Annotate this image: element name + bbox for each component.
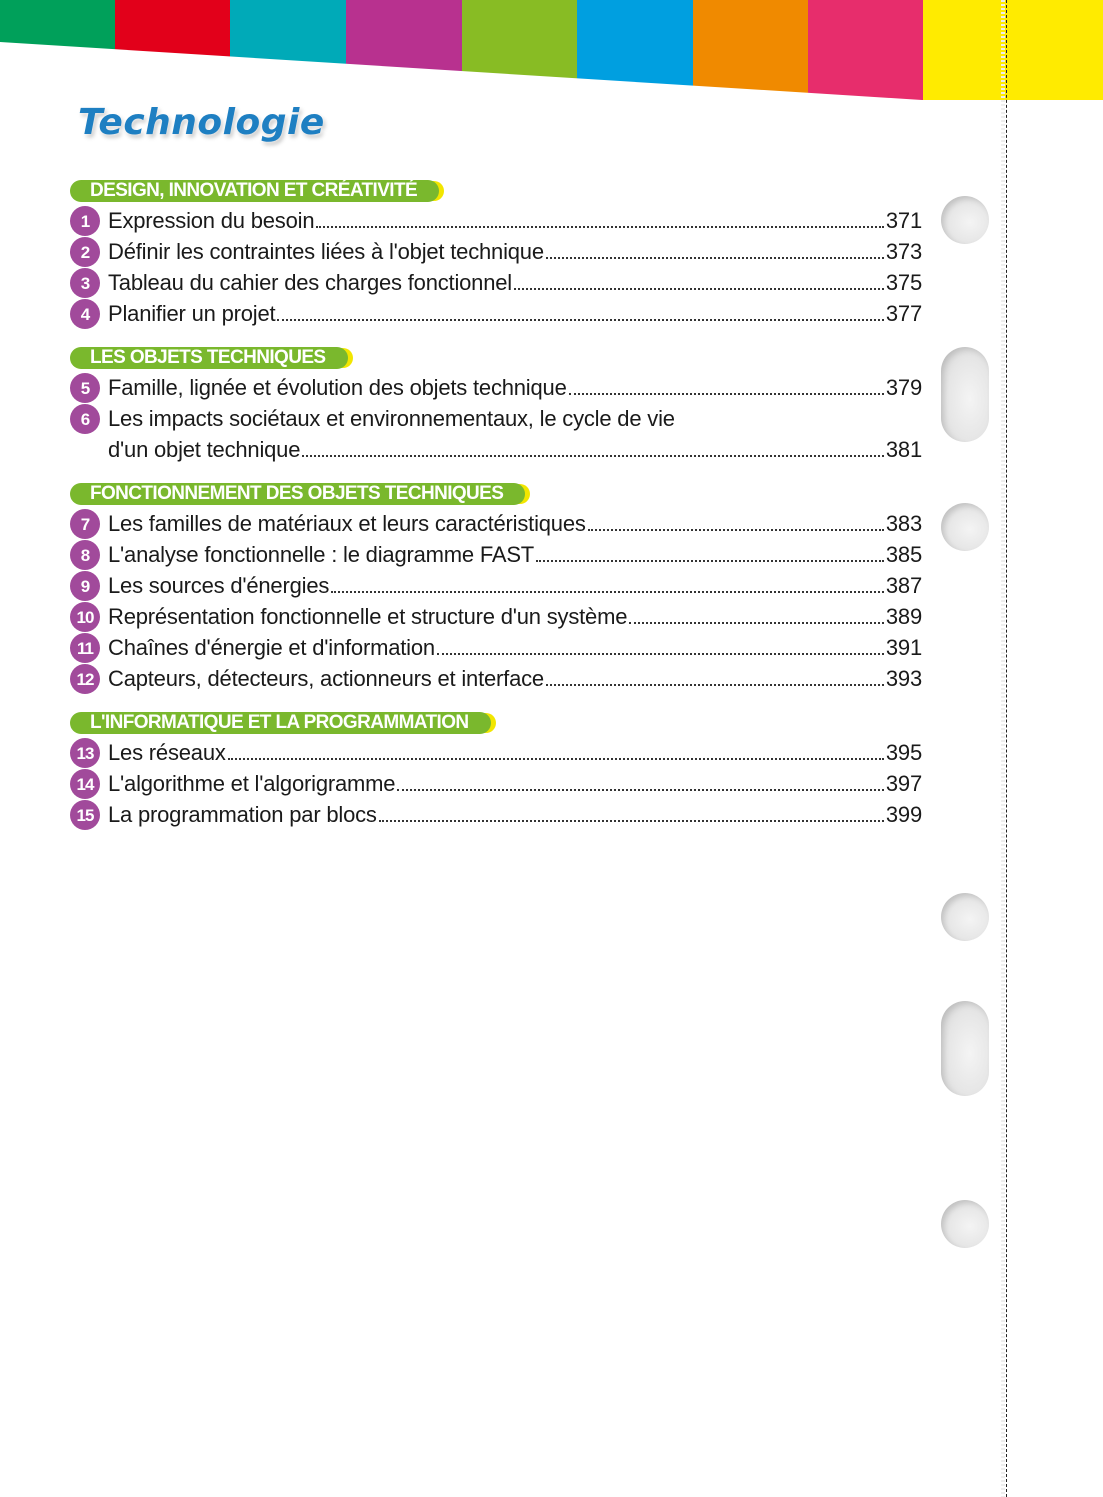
toc-entry[interactable] bbox=[70, 508, 922, 539]
page-number: 383 bbox=[885, 511, 922, 536]
entry-label: d'un objet technique bbox=[108, 437, 301, 462]
dot-leader bbox=[569, 393, 884, 395]
page-number: 385 bbox=[885, 542, 922, 567]
table-of-contents bbox=[70, 180, 922, 848]
stripe-lime bbox=[462, 0, 577, 100]
page-number: 397 bbox=[885, 771, 922, 796]
page-number: 395 bbox=[885, 740, 922, 765]
stripe-red bbox=[115, 0, 230, 100]
toc-entry[interactable] bbox=[70, 768, 922, 799]
chapter-number-badge: 10 bbox=[70, 602, 100, 632]
dot-leader bbox=[629, 622, 884, 624]
binder-slot-icon bbox=[941, 1001, 989, 1096]
binder-hole-icon bbox=[941, 1200, 989, 1248]
page-number: 371 bbox=[885, 208, 922, 233]
entry-label: L'analyse fonctionnelle : le diagramme FAST bbox=[108, 542, 535, 567]
entry-label: Planifier un projet bbox=[108, 301, 276, 326]
color-band-header bbox=[0, 0, 1103, 100]
toc-entry[interactable] bbox=[70, 663, 922, 694]
toc-entry[interactable] bbox=[70, 372, 922, 403]
dot-leader bbox=[302, 455, 884, 457]
page-number: 393 bbox=[885, 666, 922, 691]
chapter-number-badge: 7 bbox=[70, 509, 100, 539]
dot-leader bbox=[546, 257, 884, 259]
toc-entry[interactable] bbox=[70, 632, 922, 663]
chapter-number-badge: 15 bbox=[70, 800, 100, 830]
page-number: 375 bbox=[885, 270, 922, 295]
dot-leader bbox=[397, 789, 884, 791]
toc-entry[interactable] bbox=[70, 403, 922, 465]
entry-label: Les sources d'énergies bbox=[108, 573, 330, 598]
cut-line bbox=[1006, 0, 1007, 1497]
entry-label: Expression du besoin bbox=[108, 208, 315, 233]
entry-label: L'algorithme et l'algorigramme bbox=[108, 771, 396, 796]
entry-label: Les réseaux bbox=[108, 740, 226, 765]
binder-hole-icon bbox=[941, 893, 989, 941]
toc-entry[interactable] bbox=[70, 601, 922, 632]
stripe-purple bbox=[346, 0, 462, 100]
dot-leader bbox=[277, 319, 883, 321]
entry-label: Tableau du cahier des charges fonctionnel bbox=[108, 270, 512, 295]
chapter-number-badge: 3 bbox=[70, 268, 100, 298]
chapter-number-badge: 9 bbox=[70, 571, 100, 601]
dot-leader bbox=[536, 560, 884, 562]
toc-entry[interactable] bbox=[70, 298, 922, 329]
page-number: 387 bbox=[885, 573, 922, 598]
chapter-number-badge: 1 bbox=[70, 206, 100, 236]
page-number: 391 bbox=[885, 635, 922, 660]
binder-hole-icon bbox=[941, 196, 989, 244]
page-number: 381 bbox=[885, 437, 922, 462]
section-header: L'INFORMATIQUE ET LA PROGRAMMATION bbox=[70, 712, 491, 734]
chapter-number-badge: 13 bbox=[70, 738, 100, 768]
entry-label-line1: Les impacts sociétaux et environnementaux, le cycle de vie bbox=[108, 406, 675, 431]
page-title: Technologie bbox=[78, 102, 325, 143]
chapter-number-badge: 4 bbox=[70, 299, 100, 329]
page-number: 377 bbox=[885, 301, 922, 326]
dot-leader bbox=[379, 820, 884, 822]
entry-label: Chaînes d'énergie et d'information bbox=[108, 635, 435, 660]
toc-entry[interactable] bbox=[70, 799, 922, 830]
chapter-number-badge: 5 bbox=[70, 373, 100, 403]
page-number: 379 bbox=[885, 375, 922, 400]
toc-section bbox=[70, 180, 922, 329]
color-stripes bbox=[0, 0, 1103, 100]
chapter-number-badge: 14 bbox=[70, 769, 100, 799]
chapter-number-badge: 11 bbox=[70, 633, 100, 663]
toc-entry[interactable] bbox=[70, 737, 922, 768]
toc-section bbox=[70, 347, 922, 465]
stripe-teal bbox=[230, 0, 346, 100]
dot-leader bbox=[546, 684, 884, 686]
stripe-yellow bbox=[923, 0, 1103, 100]
page-number: 399 bbox=[885, 802, 922, 827]
toc-entry[interactable] bbox=[70, 539, 922, 570]
entry-label: Représentation fonctionnelle et structure d'un système bbox=[108, 604, 628, 629]
toc-section bbox=[70, 483, 922, 694]
section-header: DESIGN, INNOVATION ET CRÉATIVITÉ bbox=[70, 180, 439, 202]
binder-hole-icon bbox=[941, 503, 989, 551]
dot-leader bbox=[437, 653, 884, 655]
dot-leader bbox=[331, 591, 884, 593]
chapter-number-badge: 8 bbox=[70, 540, 100, 570]
toc-section bbox=[70, 712, 922, 830]
stripe-orange bbox=[693, 0, 808, 100]
dot-leader bbox=[514, 288, 884, 290]
binder-slot-icon bbox=[941, 347, 989, 442]
chapter-number-badge: 6 bbox=[70, 404, 100, 434]
entry-label: Définir les contraintes liées à l'objet technique bbox=[108, 239, 544, 264]
chapter-number-badge: 2 bbox=[70, 237, 100, 267]
toc-entry[interactable] bbox=[70, 236, 922, 267]
stripe-green bbox=[0, 0, 115, 100]
dot-leader bbox=[316, 226, 884, 228]
page-number: 389 bbox=[885, 604, 922, 629]
stripe-pink bbox=[808, 0, 923, 100]
cut-line-shade bbox=[1001, 0, 1005, 1497]
stripe-blue bbox=[577, 0, 693, 100]
section-header: FONCTIONNEMENT DES OBJETS TECHNIQUES bbox=[70, 483, 525, 505]
chapter-number-badge: 12 bbox=[70, 664, 100, 694]
entry-label: Les familles de matériaux et leurs caractéristiques bbox=[108, 511, 586, 536]
section-header: LES OBJETS TECHNIQUES bbox=[70, 347, 348, 369]
entry-label: La programmation par blocs bbox=[108, 802, 377, 827]
dot-leader bbox=[588, 529, 884, 531]
entry-label: Capteurs, détecteurs, actionneurs et interface bbox=[108, 666, 544, 691]
toc-entry[interactable] bbox=[70, 570, 922, 601]
toc-entry[interactable] bbox=[70, 267, 922, 298]
dot-leader bbox=[228, 758, 884, 760]
entry-label: Famille, lignée et évolution des objets technique bbox=[108, 375, 567, 400]
page-number: 373 bbox=[885, 239, 922, 264]
toc-entry[interactable] bbox=[70, 205, 922, 236]
